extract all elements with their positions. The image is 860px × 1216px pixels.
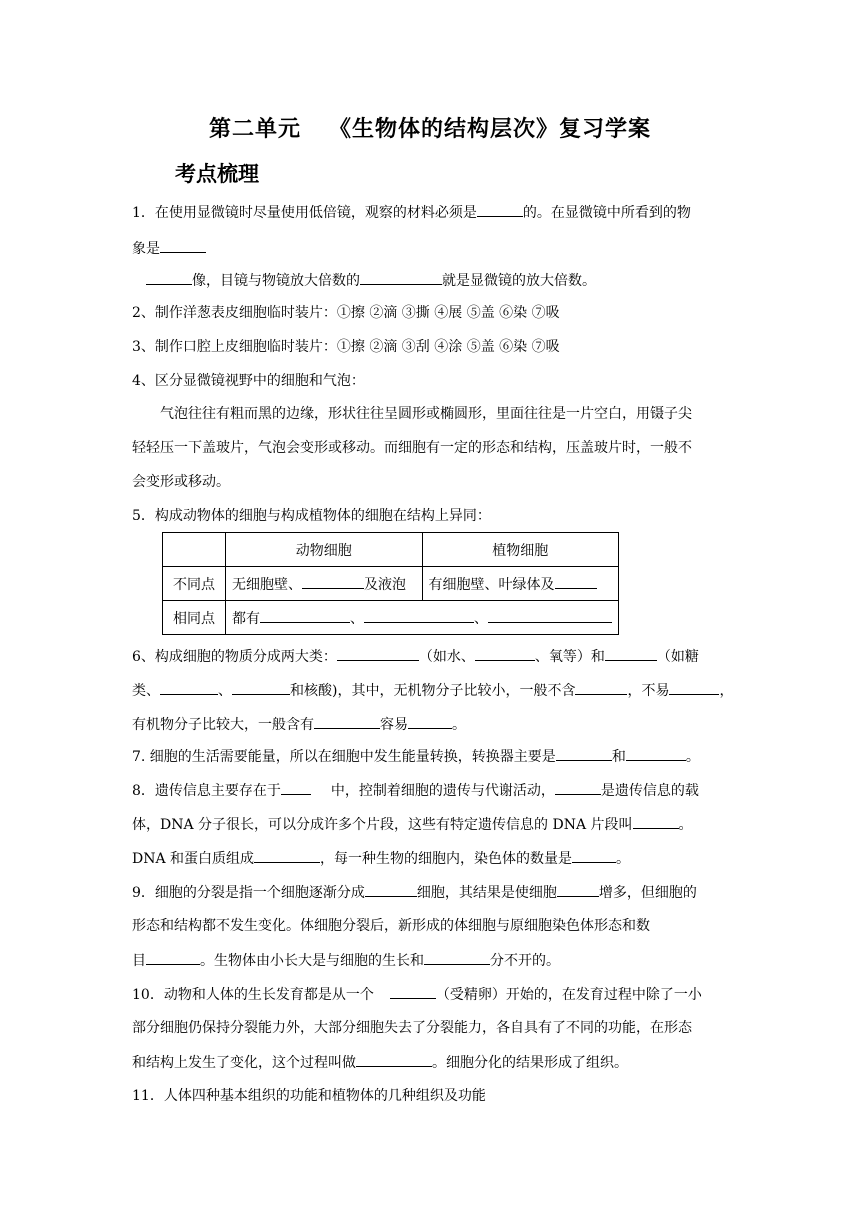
table-row (163, 533, 619, 567)
q3-line: 3、制作口腔上皮细胞临时装片：①擦 ②滴 ③刮 ④涂 ⑤盖 ⑥染 ⑦吸 (132, 339, 560, 355)
blank (281, 780, 311, 795)
same-cell: 都有 、 、 (226, 601, 619, 635)
blank (475, 646, 535, 661)
blank (146, 270, 192, 285)
col-animal-header: 动物细胞 (226, 533, 423, 567)
blank (360, 270, 442, 285)
blank (146, 950, 200, 965)
blank (302, 574, 364, 589)
blank (314, 714, 380, 729)
blank (556, 746, 612, 761)
table-row (163, 567, 619, 601)
row-diff-header: 不同点 (163, 567, 226, 601)
blank (555, 780, 601, 795)
q9-line2: 形态和结构都不发生变化。体细胞分裂后，新形成的体细胞与原细胞染色体形态和数 (132, 918, 650, 934)
comparison-table (162, 532, 619, 635)
blank (337, 646, 419, 661)
page-title (0, 112, 860, 143)
q6-line3: 有机物分子比较大，一般含有 容易 。 (132, 714, 732, 736)
blank (260, 608, 350, 623)
q4-para-line2: 轻轻压一下盖玻片，气泡会变形或移动。而细胞有一定的形态和结构，压盖玻片时，一般不 (132, 440, 692, 456)
table-row (163, 601, 619, 635)
q10-line3: 和结构上发生了变化，这个过程叫做 。细胞分化的结果形成了组织。 (132, 1052, 732, 1074)
blank (633, 814, 679, 829)
q8-line3: DNA 和蛋白质组成 ，每一种生物的细胞内，染色体的数量是 。 (132, 848, 732, 870)
blank (424, 950, 490, 965)
q8-line1: 8．遗传信息主要存在于 中，控制着细胞的遗传与代谢活动， 是遗传信息的载 (132, 780, 732, 802)
blank (575, 680, 627, 695)
blank (364, 608, 474, 623)
q4-para-line1: 气泡往往有粗而黑的边缘，形状往往呈圆形或椭圆形，里面往往是一片空白，用镊子尖 (160, 406, 692, 422)
plant-diff-cell: 有细胞壁、叶绿体及 (422, 567, 619, 601)
blank (557, 882, 599, 897)
q6-line1: 6、构成细胞的物质分成两大类： （如水、 、氧等）和 （如糖 (132, 646, 732, 668)
q8-line2: 体，DNA 分子很长，可以分成许多个片段，这些有特定遗传信息的 DNA 片段叫 。 (132, 814, 732, 836)
blank (605, 646, 657, 661)
blank (356, 1052, 432, 1067)
q11-line: 11．人体四种基本组织的功能和植物体的几种组织及功能 (132, 1088, 486, 1104)
q9-line1: 9．细胞的分裂是指一个细胞逐渐分成 细胞，其结果是使细胞 增多，但细胞的 (132, 882, 732, 904)
q10-line2: 部分细胞仍保持分裂能力外，大部分细胞失去了分裂能力，各自具有了不同的功能，在形态 (132, 1020, 692, 1036)
row-same-header: 相同点 (163, 601, 226, 635)
q5-heading: 5．构成动物体的细胞与构成植物体的细胞在结构上异同： (132, 508, 491, 524)
blank (669, 680, 719, 695)
q2-line: 2、制作洋葱表皮细胞临时装片：①擦 ②滴 ③撕 ④展 ⑤盖 ⑥染 ⑦吸 (132, 305, 560, 321)
blank (160, 238, 206, 253)
table-cell-empty (163, 533, 226, 567)
q6-line2: 类、 、 和核酸)，其中，无机物分子比较小，一般不含 ，不易 ， (132, 680, 732, 702)
blank (477, 202, 523, 217)
blank (626, 746, 686, 761)
title-name: 《生物体的结构层次》复习学案 (329, 117, 652, 142)
blank (408, 714, 452, 729)
q1-line3: 像，目镜与物镜放大倍数的 就是显微镜的放大倍数。 (146, 270, 746, 292)
q4-heading: 4、区分显微镜视野中的细胞和气泡： (132, 373, 365, 389)
q10-line1: 10．动物和人体的生长发育都是从一个 （受精卵）开始的，在发育过程中除了一小 (132, 984, 732, 1006)
col-plant-header: 植物细胞 (422, 533, 619, 567)
q9-line3: 目 。生物体由小长大是与细胞的生长和 分不开的。 (132, 950, 732, 972)
blank (160, 680, 218, 695)
animal-diff-cell: 无细胞壁、 及液泡 (226, 567, 423, 601)
section-heading: 考点梳理 (175, 162, 259, 186)
title-unit: 第二单元 (208, 117, 301, 142)
blank (232, 680, 290, 695)
blank (555, 574, 597, 589)
blank (488, 608, 612, 623)
q1-line1: 1．在使用显微镜时尽量使用低倍镜，观察的材料必须是 的。在显微镜中所看到的物 (132, 202, 732, 224)
q1-line2: 象是 (132, 238, 732, 260)
q4-para-line3: 会变形或移动。 (132, 474, 230, 490)
blank (365, 882, 417, 897)
blank (572, 848, 616, 863)
blank (390, 984, 436, 999)
q7-line: 7. 细胞的生活需要能量，所以在细胞中发生能量转换，转换器主要是 和 。 (132, 746, 732, 768)
blank (254, 848, 320, 863)
